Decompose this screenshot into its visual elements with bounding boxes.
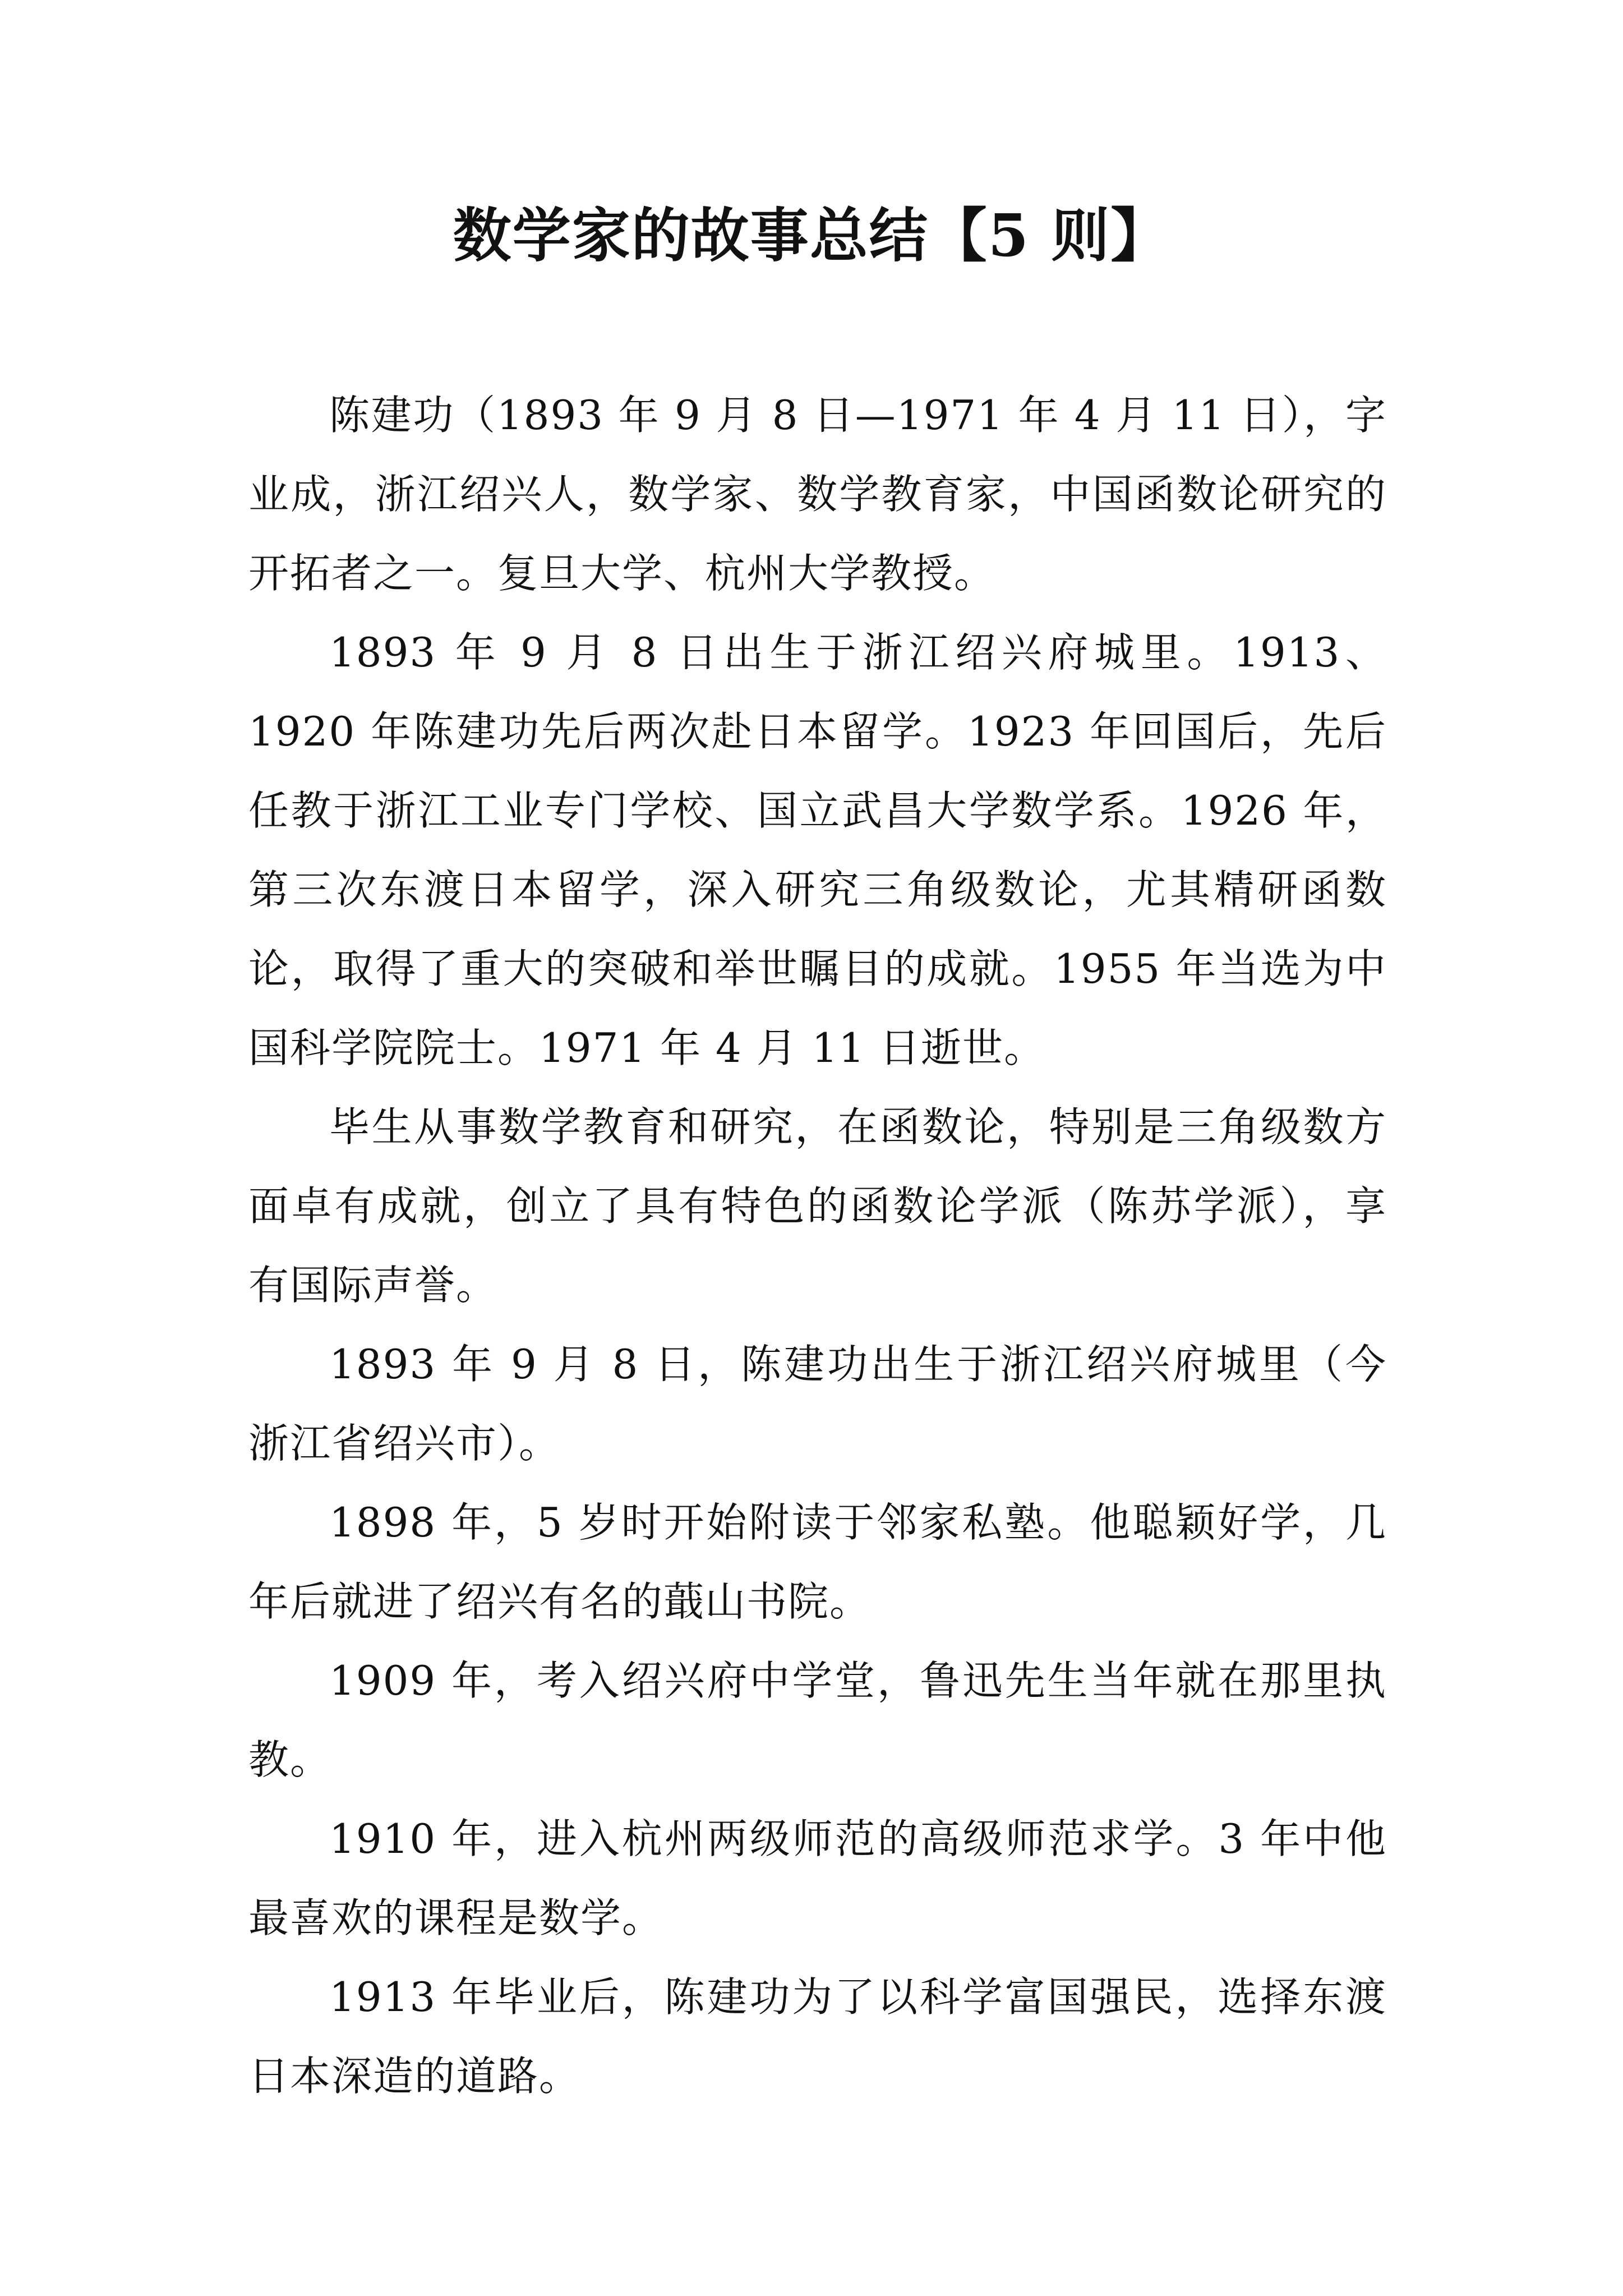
paragraph: 1893 年 9 月 8 日，陈建功出生于浙江绍兴府城里（今浙江省绍兴市）。 xyxy=(248,1341,1387,1467)
paragraph: 1909 年，考入绍兴府中学堂，鲁迅先生当年就在那里执教。 xyxy=(248,1657,1387,1783)
paragraph: 1910 年，进入杭州两级师范的高级师范求学。3 年中他最喜欢的课程是数学。 xyxy=(248,1815,1387,1941)
paragraph: 1898 年，5 岁时开始附读于邻家私塾。他聪颖好学，几年后就进了绍兴有名的蕺山书院。 xyxy=(248,1499,1387,1625)
paragraph: 陈建功（1893 年 9 月 8 日—1971 年 4 月 11 日），字业成，浙江绍兴人，数学家、数学教育家，中国函数论研究的开拓者之一。复旦大学、杭州大学教授。 xyxy=(248,392,1387,597)
paragraph: 1893 年 9 月 8 日出生于浙江绍兴府城里。1913、1920 年陈建功先后两次赴日本留学。1923 年回国后，先后任教于浙江工业专门学校、国立武昌大学数学系。1926 年，第三次东渡日本留学，深入研究三角级数论，尤其精研函数论，取得了重大的突破和举世瞩目的成就。1955 年当选为中国科学院院士。1971 年 4 月 11 日逝世。 xyxy=(248,629,1387,1071)
paragraph: 毕生从事数学教育和研究，在函数论，特别是三角级数方面卓有成就，创立了具有特色的函数论学派（陈苏学派），享有国际声誉。 xyxy=(248,1103,1387,1309)
paragraph: 1913 年毕业后，陈建功为了以科学富国强民，选择东渡日本深造的道路。 xyxy=(248,1973,1387,2100)
document-body xyxy=(248,376,1387,2116)
document-title: 数学家的故事总结【5 则】 xyxy=(453,201,1170,270)
